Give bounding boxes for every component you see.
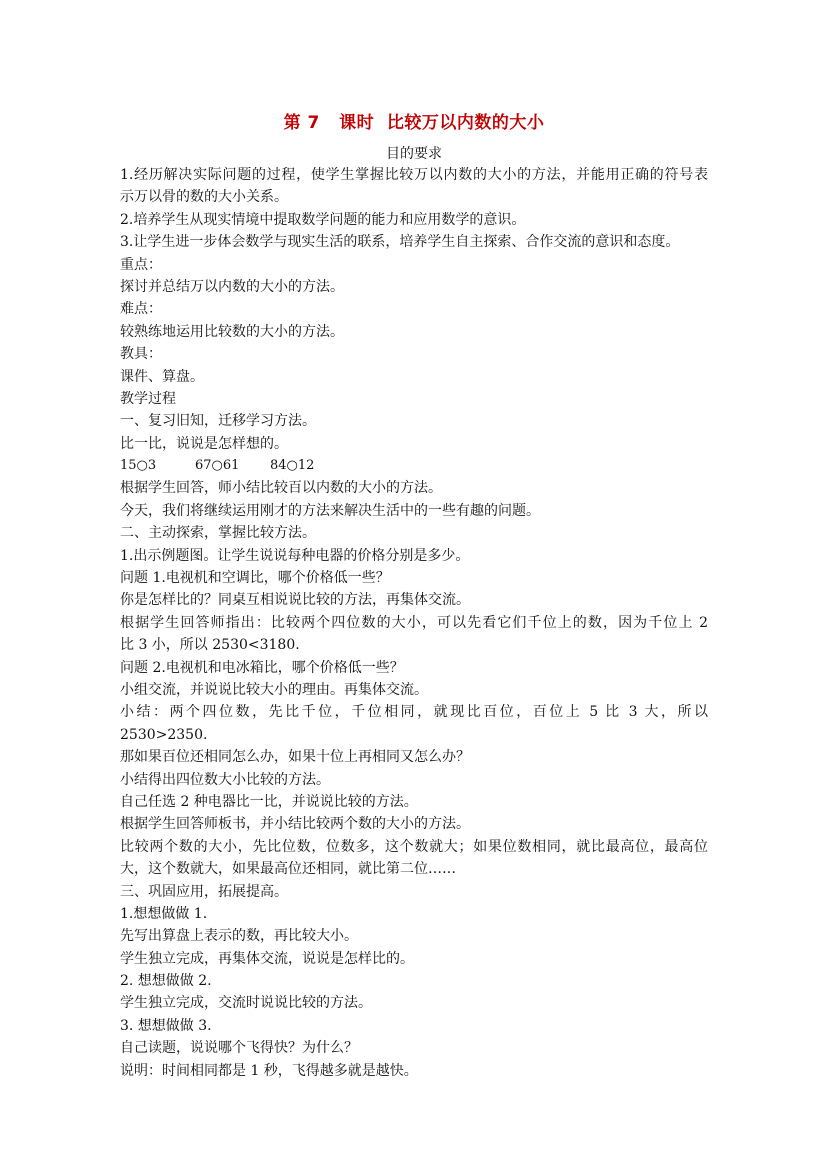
text-line: 二、主动探索，掌握比较方法。	[120, 525, 316, 542]
text-line: 今天，我们将继续运用刚才的方法来解决生活中的一些有趣的问题。	[120, 502, 540, 519]
text-line: 三、巩固应用，拓展提高。	[120, 883, 288, 900]
text-line: 教具：	[120, 346, 162, 363]
text-line: 小结：两个四位数，先比千位，千位相同，就现比百位，百位上 5 比 3 大，所以	[120, 704, 708, 721]
text-line: 学生独立完成，交流时说说比较的方法。	[120, 995, 372, 1012]
text-line: 比一比，说说是怎样想的。	[120, 435, 288, 452]
text-line: 学生独立完成，再集体交流，说说是怎样比的。	[120, 950, 414, 967]
text-line: 比 3 小，所以 2530<3180.	[120, 637, 300, 654]
text-line: 比较两个数的大小，先比位数，位数多，这个数就大；如果位数相同，就比最高位，最高位	[120, 838, 708, 855]
text-line: 1.经历解决实际问题的过程，使学生掌握比较万以内数的大小的方法，并能用正确的符号表	[120, 167, 708, 183]
text-line: 根据学生回答，师小结比较百以内数的大小的方法。	[120, 480, 442, 497]
text-line: 难点：	[120, 301, 162, 318]
text-line: 示万以骨的数的大小关系。	[120, 189, 288, 206]
comparison-item: 84○12	[270, 458, 315, 474]
text-line: 3.让学生进一步体会数学与现实生活的联系，培养学生自主探索、合作交流的意识和态度。	[120, 234, 680, 251]
text-line: 小组交流，并说说比较大小的理由。再集体交流。	[120, 681, 428, 698]
text-line: 探讨并总结万以内数的大小的方法。	[120, 278, 344, 295]
text-line: 说明：时间相同都是 1 秒，飞得越多就是越快。	[120, 1062, 418, 1079]
text-line: 问题 1.电视机和空调比，哪个价格低一些？	[120, 570, 390, 587]
text-line: 自己任选 2 种电器比一比，并说说比较的方法。	[120, 793, 418, 810]
text-line: 你是怎样比的？同桌互相说说比较的方法，再集体交流。	[120, 592, 470, 609]
text-line: 1.出示例题图。让学生说说每种电器的价格分别是多少。	[120, 547, 470, 564]
text-line: 自己读题，说说哪个飞得快？为什么？	[120, 1040, 358, 1057]
text-line: 2. 想想做做 2.	[120, 973, 212, 990]
text-line: 根据学生回答师指出：比较两个四位数的大小，可以先看它们千位上的数，因为千位上 2	[120, 614, 708, 631]
document-page	[120, 110, 708, 1082]
text-line: 教学过程	[120, 390, 176, 407]
comparison-item: 15○3	[120, 458, 157, 474]
text-line: 课件、算盘。	[120, 368, 204, 385]
text-line: 2.培养学生从现实情境中提取数学问题的能力和应用数学的意识。	[120, 211, 526, 228]
text-line: 3. 想想做做 3.	[120, 1017, 212, 1034]
comparison-exercise-row	[120, 455, 708, 477]
text-line: 1.想想做做 1.	[120, 905, 208, 922]
text-line: 较熟练地运用比较数的大小的方法。	[120, 323, 344, 340]
text-line: 重点：	[120, 256, 162, 273]
text-line: 一、复习旧知，迁移学习方法。	[120, 413, 316, 430]
text-line: 大，这个数就大，如果最高位还相同，就比第二位……	[120, 861, 456, 878]
text-line: 问题 2.电视机和电冰箱比，哪个价格低一些？	[120, 659, 404, 676]
section-heading-objectives: 目的要求	[386, 146, 442, 162]
text-line: 根据学生回答师板书，并小结比较两个数的大小的方法。	[120, 816, 470, 833]
text-line: 2530>2350.	[120, 726, 208, 743]
text-line: 小结得出四位数大小比较的方法。	[120, 771, 330, 788]
comparison-item: 67○61	[195, 458, 240, 474]
text-line: 先写出算盘上表示的数，再比较大小。	[120, 928, 358, 945]
lesson-title: 第 7 课时 比较万以内数的大小	[283, 113, 545, 133]
text-line: 那如果百位还相同怎么办，如果十位上再相同又怎么办？	[120, 749, 470, 766]
